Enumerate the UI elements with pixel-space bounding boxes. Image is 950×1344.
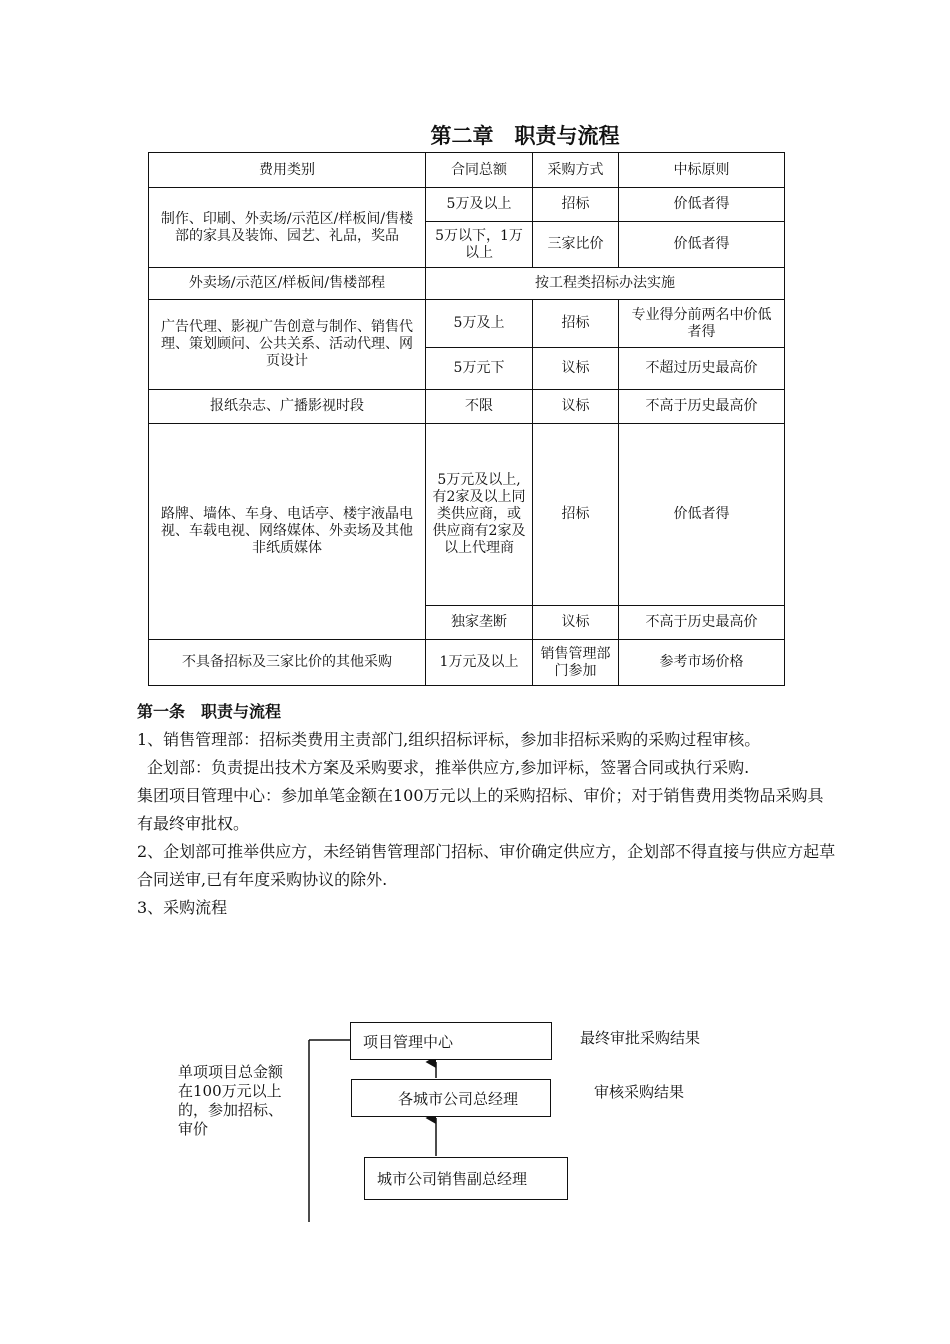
- method-cell: 销售管理部门参加: [533, 640, 619, 686]
- amount-cell: 独家垄断: [426, 606, 533, 640]
- flow-box-city-gm: [351, 1079, 551, 1117]
- table-header-row: [149, 153, 785, 188]
- table-row: [149, 390, 785, 424]
- paragraph: 3、采购流程: [137, 898, 228, 917]
- principle-cell: 不高于历史最高价: [619, 606, 785, 640]
- principle-cell: 不高于历史最高价: [619, 390, 785, 424]
- method-cell: 议标: [533, 606, 619, 640]
- header-principle: 中标原则: [619, 153, 785, 188]
- method-cell: 议标: [533, 390, 619, 424]
- flow-box-label: 各城市公司总经理: [398, 1089, 519, 1108]
- header-amount: 合同总额: [426, 153, 533, 188]
- header-method: 采购方式: [533, 153, 619, 188]
- procurement-table: [148, 152, 785, 686]
- table-row: [149, 300, 785, 348]
- paragraph: 企划部：负责提出技术方案及采购要求，推举供应方,参加评标，签署合同或执行采购.: [147, 758, 750, 777]
- section-title: 第一条 职责与流程: [137, 702, 282, 721]
- note-final-approval: 最终审批采购结果: [580, 1029, 701, 1047]
- category-cell: 制作、印刷、外卖场/示范区/样板间/售楼部的家具及装饰、园艺、礼品，奖品: [149, 188, 426, 268]
- header-category: 费用类别: [149, 153, 426, 188]
- amount-cell: 5万及以上: [426, 188, 533, 222]
- category-cell: 路牌、墙体、车身、电话亭、楼宇液晶电视、车载电视、网络媒体、外卖场及其他非纸质媒体: [149, 424, 426, 640]
- method-cell: 议标: [533, 348, 619, 390]
- method-cell: 招标: [533, 188, 619, 222]
- category-cell: 报纸杂志、广播影视时段: [149, 390, 426, 424]
- note-left: 单项项目总金额在100万元以上的，参加招标、审价: [178, 1063, 284, 1138]
- principle-cell: 价低者得: [619, 222, 785, 268]
- amount-cell: 不限: [426, 390, 533, 424]
- principle-cell: 价低者得: [619, 424, 785, 606]
- flow-box-project-center: [350, 1022, 552, 1060]
- amount-cell: 1万元及以上: [426, 640, 533, 686]
- paragraph: 集团项目管理中心：参加单笔金额在100万元以上的采购招标、审价；对于销售费用类物品采购具有最终审批权。: [137, 786, 824, 833]
- principle-cell: 参考市场价格: [619, 640, 785, 686]
- paragraph: 1、销售管理部：招标类费用主责部门,组织招标评标，参加非招标采购的采购过程审核。: [137, 730, 761, 749]
- principle-cell: 价低者得: [619, 188, 785, 222]
- category-cell: 外卖场/示范区/样板间/售楼部程: [149, 268, 426, 300]
- section-body: [137, 698, 837, 922]
- chapter-title: 第二章 职责与流程: [430, 124, 620, 148]
- table-row: [149, 640, 785, 686]
- flow-box-sales-vp: [364, 1157, 568, 1200]
- amount-cell: 5万元下: [426, 348, 533, 390]
- table-row: [149, 424, 785, 606]
- category-cell: 广告代理、影视广告创意与制作、销售代理、策划顾问、公共关系、活动代理、网页设计: [149, 300, 426, 390]
- amount-cell: 5万及上: [426, 300, 533, 348]
- flow-box-label: 项目管理中心: [363, 1032, 454, 1051]
- amount-cell: 5万元及以上,有2家及以上同类供应商，或供应商有2家及以上代理商: [426, 424, 533, 606]
- flow-box-label: 城市公司销售副总经理: [377, 1170, 528, 1188]
- merged-cell: 按工程类招标办法实施: [426, 268, 785, 300]
- note-review: 审核采购结果: [594, 1083, 685, 1101]
- method-cell: 三家比价: [533, 222, 619, 268]
- amount-cell: 5万以下，1万以上: [426, 222, 533, 268]
- principle-cell: 不超过历史最高价: [619, 348, 785, 390]
- principle-cell: 专业得分前两名中价低者得: [619, 300, 785, 348]
- table-row: [149, 268, 785, 300]
- paragraph: 2、企划部可推举供应方，未经销售管理部门招标、审价确定供应方，企划部不得直接与供应方起草合同送审,已有年度采购协议的除外.: [137, 842, 836, 889]
- method-cell: 招标: [533, 300, 619, 348]
- category-cell: 不具备招标及三家比价的其他采购: [149, 640, 426, 686]
- table-row: [149, 188, 785, 222]
- method-cell: 招标: [533, 424, 619, 606]
